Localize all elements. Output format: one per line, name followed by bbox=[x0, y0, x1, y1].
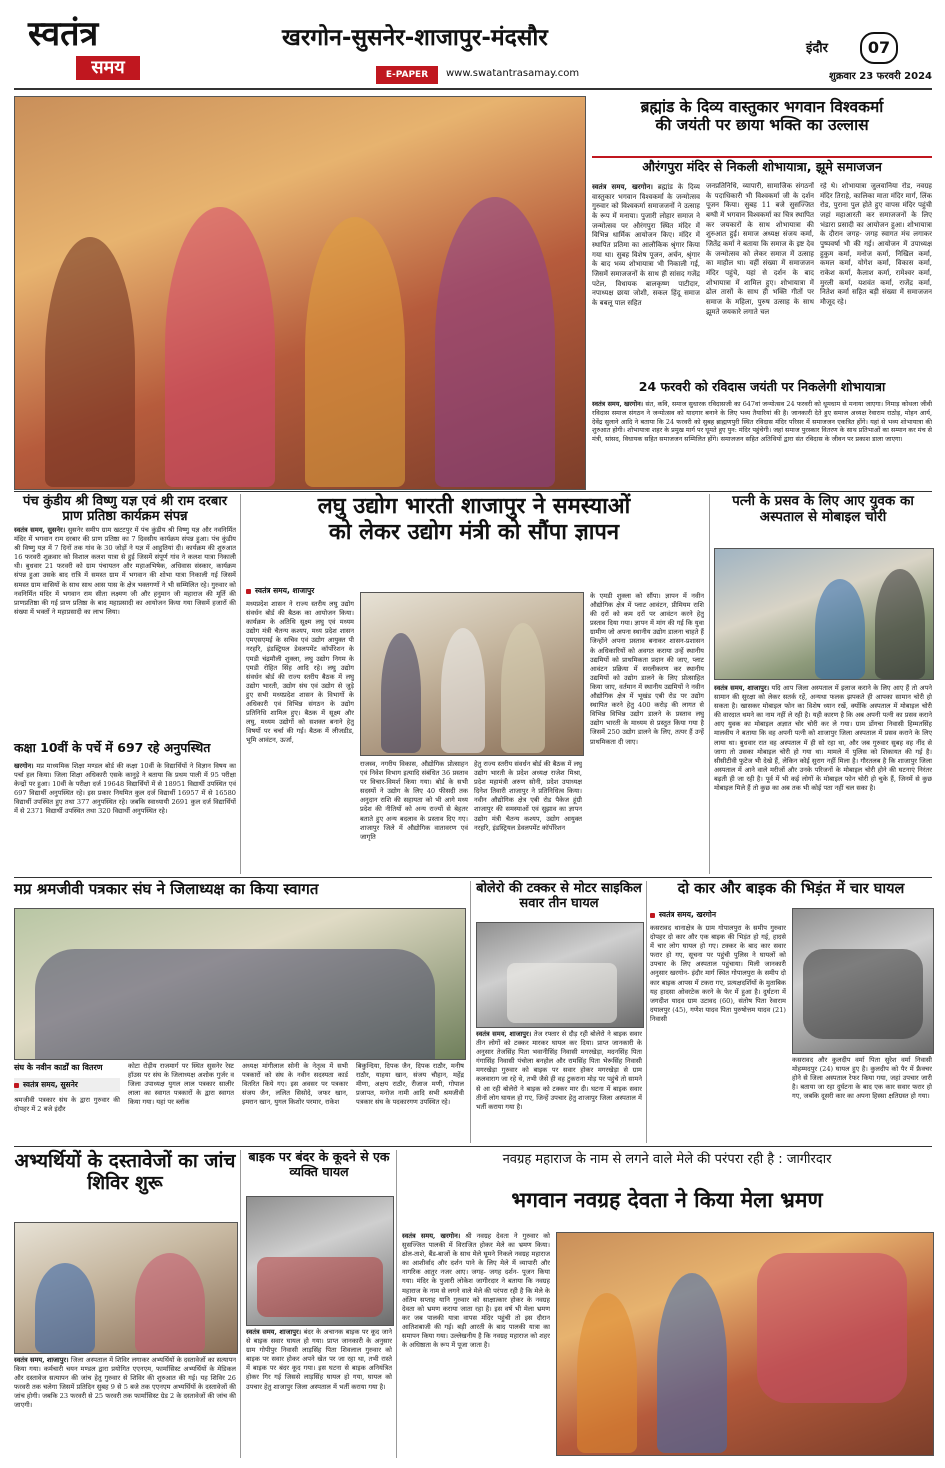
laghu-udyog-col3: हेतु राज्य स्तरीय संवर्धन बोर्ड की बैठक में लघु उद्योग भारती के प्रदेश अध्यक्ष राजेश मिश्रा, प्रदेश महामंत्री अरुण सोनी, प्रदेश उपाध्यक्ष दिनेश तिवारी शाजापुर ने प्रतिनिधित्व किया। नवीन औद्योगिक क्षेत्र एबी रोड पैकेज हूंग्री शाजापुर की समस्याओं एवं सुझाव का ज्ञापन उद्योग मंत्री चैतन्य कश्यप, उद्योग आयुक्त नरहरि, इंडस्ट्रियल डेवलपमेंट कॉर्पोरेशन bbox=[474, 760, 582, 832]
page-number: 07 bbox=[860, 32, 898, 64]
vishwakarma-col3: रहे थे। शोभायात्रा जुलवानिया रोड, नवग्रह मंदिर तिराहे, कालिका माता मंदिर मार्ग, लिंक रोड, पुराना पुल होते हुए वापस मंदिर पहुंची जहां महाआरती कर समाजजनों के लिए भंडारा प्रसादी का आयोजन हुआ। शोभायात्रा के दौरान जगह- जगह स्वागत मंच लगाकर पुष्पवर्षा भी की गई। आयोजन में उपाध्यक्ष हुकुम कर्मा, मनोज कर्मा, निखिल कर्मा, कमल कर्मा, योगेश कर्मा, विकास कर्मा, राकेश कर्मा, कैलाश कर्मा, रामेश्वर कर्मा, मुरली कर्मा, यशवंत कर्मा, राजेंद्र कर्मा, नितेश कर्मा सहित बड़ी संख्या में समाजजन मौजूद रहे। bbox=[820, 182, 932, 306]
patrakar-photo-caption: संघ के नवीन कार्डों का वितरण bbox=[14, 1063, 103, 1072]
people-figure bbox=[577, 1293, 637, 1453]
vishwakarma-headline-line2: की जयंती पर छाया भक्ति का उल्लास bbox=[655, 116, 869, 135]
jaanch-body: जिला अस्पताल में शिविर लगाकर अभ्यर्थियों के दस्तावेजों का सत्यापन किया गया। कर्मचारी चयन मण्डल द्वारा प्रयोगित एएनएम, फार्मासिस्ट अभ्यर्थियों के मेडिकल और दस्तावेज सत्यापन की जांच हेतु गुरुवार से शिविर की शुरुआत की गई। यह शिविर 26 फरवरी तक चलेगा जिसमें प्रतिदिन सुबह 9 से 5 बजे तक एएनएम अभ्यर्थियों के दस्तावेजों की जांच होगी। जबकि 23 फरवरी से 25 फरवरी तक फार्मासिस्ट ग्रेड 2 के दस्तावेजों की जांच की जाएगी। bbox=[14, 1356, 236, 1410]
people-figure bbox=[135, 1253, 205, 1353]
car-bike-col1: कसरावद थानाक्षेत्र के ग्राम गोपालपुरा के समीप गुरुवार दोपहर दो कार और एक बाइक की भिड़ंत हो गई, हादसे में चार लोग घायल हो गए। टक्कर के बाद कार सवार फरार हो गए, सूचना पर पहुंची पुलिस ने घायलों को उपचार के लिए अस्पताल पहुंचाया। मिली जानकारी अनुसार खरगोन- इंदौर मार्ग स्थित गोपालपुरा के समीप दो कार बाइक आपस में टकरा गए, प्रत्यक्षदर्शियों के मुताबिक यह हादसा ओवरटेक करने के फेर में हुआ है। दुर्घटना में जगदीश यादव ग्राम उटावद (60), संतोष पिता रेवाराम दयालपुर (45), गणेश यादव पिता पुरुषोत्तम यादव (21) निवासी bbox=[650, 924, 786, 1023]
patrakar-byline bbox=[14, 1078, 120, 1092]
laghu-udyog-byline bbox=[246, 586, 314, 596]
jaanch-byline: स्वतंत्र समय, शाजापुर। bbox=[14, 1356, 69, 1364]
people-figure bbox=[657, 1273, 727, 1453]
patient-figure bbox=[257, 1257, 383, 1317]
patrakar-byline-text: स्वतंत्र समय, सुसनेर bbox=[23, 1080, 78, 1089]
class10-headline: कक्षा 10वीं के पर्चे में 697 रहे अनुपस्थित bbox=[14, 740, 211, 755]
city-label: इंदौर bbox=[806, 41, 828, 56]
people-figure bbox=[35, 1263, 95, 1353]
bandar-injured-photo bbox=[246, 1196, 394, 1326]
vishwakarma-headline-line1: ब्रह्मांड के दिव्य वास्तुकार भगवान विश्वकर्मा bbox=[640, 98, 884, 116]
person-figure bbox=[875, 569, 925, 679]
column-divider bbox=[396, 1150, 397, 1458]
group-figure bbox=[35, 949, 435, 1059]
laghu-udyog-headline-line2: को लेकर उद्योग मंत्री को सौंपा ज्ञापन bbox=[328, 519, 620, 545]
bullet-icon bbox=[650, 913, 655, 918]
patient-figure bbox=[507, 963, 617, 1023]
bolero-headline: बोलेरो की टक्कर से मोटर साइकिल सवार तीन घायल bbox=[476, 881, 642, 912]
people-figure bbox=[381, 633, 421, 753]
navgrah-text bbox=[402, 1232, 550, 1458]
section-rule bbox=[14, 1146, 932, 1147]
patrakar-col3: अध्यक्ष मांगीलाल सोनी के नेतृत्व में सभी पत्रकारों को संघ के नवीन सदस्यता कार्ड वितरित किये गए। इस अवसर पर पत्रकार संजय जैन, ललित सिसोदे, जफर खान, इमरान खान, युगल किशोर परमार, राकेश bbox=[242, 1062, 348, 1107]
bullet-icon bbox=[14, 1083, 19, 1088]
person-figure bbox=[815, 579, 865, 679]
hospital-photo bbox=[714, 548, 934, 680]
website-link[interactable]: www.swatantrasamay.com bbox=[446, 68, 580, 79]
car-bike-headline: दो कार और बाइक की भिड़ंत में चार घायल bbox=[677, 881, 905, 897]
laghu-udyog-col2: राजस्व, नगरीय विकास, औद्योगिक प्रोत्साहन एवं निवेश विभाग इत्यादि संबंधित 36 प्रस्ताव पर विचार-विमर्श किया गया। बोर्ड के सभी सदस्यों ने उद्योग के लिए 40 फीसदी तक अनुदान राशि की सहायता को भी आगे मध्य प्रदेश की नीतियों को अन्य राज्यों से बेहतर बताते हुए अन्य बदलाव के प्रस्ताव दिए गए। शाजापुर जिले में औद्योगिक वातावरण एवं जागृति bbox=[360, 760, 468, 841]
ravidas-headline: 24 फरवरी को रविदास जयंती पर निकलेगी शोभायात्रा bbox=[638, 379, 886, 394]
car-wreck-figure bbox=[803, 949, 923, 1039]
vishwakarma-col1 bbox=[592, 182, 700, 376]
crowd-figure bbox=[165, 207, 275, 487]
class10-byline: खरगोन। bbox=[14, 762, 34, 770]
jaanch-text bbox=[14, 1356, 236, 1456]
procession-photo bbox=[14, 96, 586, 490]
vishwakarma-col2: जनप्रतिनिधि, व्यापारी, सामाजिक संगठनों के पदाधिकारी भी विश्वकर्मा जी के दर्शन पूजन किया। सुबह 11 बजे सुसज्जित बग्घी में भगवान विश्वकर्मा का चित्र स्थापित कर जयकारों के साथ शोभायात्रा की शुरुआत हुई। समाज अध्यक्ष संजय कर्मा, जितेंद्र कर्मा ने बताया कि समाज के इष्ट देव के जन्मोत्सव को लेकर समाज में उत्साह का माहौल था। वहीं संख्या में समाजजन मंदिर पहुंचे, यहां से दर्शन के बाद शोभायात्रा में शामिल हुए। शोभायात्रा में ढोल तासों के साथ ही भक्ति गीतों पर समाज के महिला, पुरुष उत्साह के साथ झूमते जयकारे लगाते चल bbox=[706, 182, 814, 316]
ravidas-byline: स्वतंत्र समय, खरगोन। bbox=[592, 400, 644, 408]
vishnu-yagya-byline: स्वतंत्र समय, सुसनेर। bbox=[14, 526, 66, 534]
jaanch-headline: अभ्यर्थियों के दस्तावेजों का जांच शिविर शुरू bbox=[14, 1150, 236, 1195]
laghu-udyog-col4: के एमडी शुक्ला को सौंपा। ज्ञापन में नवीन औद्योगिक क्षेत्र में प्लाट आवंटन, प्रीमियम राशि की दरों को कम दरों पर आवंटन करने हेतु प्रस्ताव दिया गया। ज्ञापन में मांग की गई कि युवा ग्रामीण जो अपना स्थानीय उद्योग डालना चाहते हैं जिन्होंने अपना प्रस्ताव बनाकर शासन-प्रशासन के अधिकारियों को अवगत कराया उन्हें स्थानीय उद्यमियों को प्राथमिकता प्रदान की जाए, प्लाट आवंटन प्रक्रिया में सरलीकरण कर स्थानीय उद्यमियों को उद्योग डालने के लिए प्रोत्साहित किया जाए, वर्तमान में स्थानीय उद्यमियों ने नवीन औद्योगिक क्षेत्र में भूखंड एबी रोड पर उद्योग स्थापित करने हेतु 400 करोड़ की लागत से विभिन्न विभिन्न उद्योग डालने के प्रस्ताव लघु उद्योग भारती के माध्यम से प्रस्तुत किया गया है जिसमें 250 उद्योग डालने के लिए, तत्पर हैं उन्हें प्राथमिकता दी जाए। bbox=[590, 592, 704, 746]
mobile-theft-body: यदि आप जिला अस्पताल में इलाज कराने के लिए आए हैं तो अपने सामान की सुरक्षा को लेकर सतर्क रहें, अन्यथा फलक झपकते ही आपका सामान चोरी हो सकता है। खासकर मोबाइल फोन का विशेष ध्यान रखें, क्योंकि अस्पताल में मोबाइल चोरी की वारदात थमने का नाम नहीं ले रही है। यही कारण है कि अब अपनी पत्नी का प्रसव कराने आए युवक का मोबाइल अज्ञात चोर चोरी कर ले गया। ग्राम डोंगचा निवासी हिम्मतसिंह मालवीय ने बताया कि वह अपनी पत्नी को शाजापुर जिला अस्पताल में प्रसव कराने के लिए लाया था। बुधवार रात वह अस्पताल में ही सो रहा था, और जब गुरुवार सुबह वह नींद से जागा तो उसका मोबाइल चोरी हो गया था। मामले में पुलिस को शिकायत की गई है। सीसीटीवी फुटेज भी देखे हैं, लेकिन कोई सुराग नहीं मिला है। गौरतलब है कि शाजापुर जिला अस्पताल में आने वाले मरीजों और उनके परिजनों के मोबाइल चोरी होने की घटनाएं निरंतर बढ़ती ही जा रही है। पूर्व में भी कई लोगों के मोबाइल फोन चोरी हो चुके हैं, जिनमें से कुछ मोबाइल मिले हैं तो कुछ का अब तक भी कोई पता नहीं चल सका है। bbox=[714, 684, 932, 793]
people-figure bbox=[441, 628, 485, 753]
vishwakarma-byline: स्वतंत्र समय, खरगोन। bbox=[592, 182, 653, 191]
crashed-car-photo bbox=[792, 908, 934, 1054]
epaper-label: E-PAPER bbox=[376, 66, 438, 84]
epaper-bar bbox=[376, 66, 932, 84]
navgrah-palki-photo bbox=[556, 1232, 934, 1456]
crowd-figure bbox=[305, 217, 405, 487]
crowd-figure bbox=[435, 197, 555, 487]
vishnu-yagya-text bbox=[14, 526, 236, 736]
navgrah-byline: स्वतंत्र समय, खरगोन। bbox=[402, 1232, 461, 1240]
vishnu-yagya-headline: पंच कुंडीय श्री विष्णु यज्ञ एवं श्री राम दरबार प्राण प्रतिष्ठा कार्यक्रम संपन्न bbox=[22, 494, 228, 525]
mobile-theft-text bbox=[714, 684, 932, 874]
navgrah-body: श्री नवग्रह देवता ने गुरुवार को सुसज्जित पालकी में विराजित होकर मेले का भ्रमण किया। ढोल-ताशे, बैंड-बाजों के साथ मेले घूमने निकले नवग्रह महाराज का आशीर्वाद और दर्शन पाने के लिए मेले में व्यापारी और नागरिक आतुर नजर आए। जगह- जगह दर्शन- पूजन किया गया। मंदिर के पुजारी लोकेश जागीरदार ने बताया कि नवग्रह महाराज के नाम से लगने वाले मेले की परंपरा रही है कि मेले के अंतिम सप्ताह यानि गुरुवार को साक्षात्कार होकर के नवग्रह देवता को भ्रमण कराया जाता रहा है। इस वर्ष भी मेला भ्रमण कर जब पालकी यात्रा वापस मंदिर पहुंची तो इस दौरान आतिशबाजी की गई। बड़ी आरती के बाद पालकी यात्रा का समापन किया गया। उल्लेखनीय है कि नवग्रह महाराज को शहर के अधिष्ठाता के रूप में पूजा जाता है। bbox=[402, 1232, 550, 1350]
memorandum-photo bbox=[360, 592, 584, 756]
edition-title: खरगोन-सुसनेर-शाजापुर-मंदसौर bbox=[282, 25, 548, 51]
bandar-text bbox=[246, 1328, 392, 1458]
column-divider bbox=[240, 1150, 241, 1458]
section-rule bbox=[14, 877, 932, 878]
vishwakarma-headline bbox=[592, 98, 932, 135]
laghu-udyog-headline-line1: लघु उद्योग भारती शाजापुर ने समस्याओं bbox=[317, 494, 631, 519]
patrakar-col4: बिकुन्दिया, दिपक जैन, दिपक राठौर, मनीष राठौर, याहया खान, संजय चौहान, महेंद्र मीणा, अक्षय राठौर, रीजाज मणी, गोपाल प्रजापत, मनोज नामी आदि सभी श्रमजीवी पत्रकार संघ के पदकारगण उपस्थित रहे। bbox=[356, 1062, 464, 1107]
laghu-udyog-byline-text: स्वतंत्र समय, शाजापुर bbox=[255, 586, 315, 595]
masthead-rule bbox=[14, 88, 932, 90]
logo-top: स्वतंत्र bbox=[28, 14, 99, 54]
jaanch-camp-photo bbox=[14, 1222, 238, 1354]
column-divider bbox=[470, 881, 471, 1143]
crowd-figure bbox=[45, 237, 135, 487]
patrakar-group-photo bbox=[14, 908, 466, 1060]
navgrah-kicker: नवग्रह महाराज के नाम से लगने वाले मेले की परंपरा रही है : जागीरदार bbox=[502, 1152, 832, 1167]
bolero-byline: स्वतंत्र समय, शाजापुर। bbox=[476, 1030, 532, 1038]
mobile-theft-byline: स्वतंत्र समय, शाजापुर। bbox=[714, 684, 770, 692]
patrakar-col1: श्रमजीवी पत्रकार संघ के द्वारा गुरुवार की दोपहर में 2 बजे इंदौर bbox=[14, 1096, 120, 1114]
bolero-injured-photo bbox=[476, 922, 644, 1028]
class10-text bbox=[14, 762, 236, 874]
logo-bottom: समय bbox=[76, 56, 140, 80]
bandar-body: बंदर के अचानक बाइक पर कूद जाने से बाइक सवार घायल हो गया। प्राप्त जानकारी के अनुसार ग्राम गोपीपुर निवासी लाड़सिंह पिता शिवलाल गुरुवार को बाइक पर सवार होकर अपने खेत पर जा रहा था, तभी रास्ते में बाइक पर बंदर कूद गया। इस घटना से बाइक अनियंत्रित होकर गिर गई जिससे लाड़सिंह घायल हो गया, घायल को उपचार हेतु शाजापुर जिला अस्पताल में भर्ती कराया गया है। bbox=[246, 1328, 392, 1391]
section-rule bbox=[14, 491, 932, 492]
class10-body: मप्र माध्यमिक शिक्षा मण्डल बोर्ड की कक्षा 10वीं के विद्यार्थियों ने विज्ञान विषय का पर्चा हल किया। जिला शिक्षा अधिकारी एसके कानुड़े ने बताया कि प्रथम पाली में 95 परीक्षा केन्द्रों पर हुआ। 10वीं के परीक्षा दर्ज 19648 विद्यार्थियों में से 18951 विद्यार्थी उपस्थित एवं 697 विद्यार्थी अनुपस्थित रहे। इस प्रकार नियमित कुल दर्ज विद्यार्थी 16957 में से 16580 विद्यार्थी उपस्थित हुए तथा 377 अनुपस्थित रहे। जबकि स्वाध्यायी 2691 कुल दर्ज विद्यार्थियों में से 2371 विद्यार्थी उपस्थित तथा 320 विद्यार्थी अनुपस्थित रहे। bbox=[14, 762, 236, 816]
column-divider bbox=[646, 881, 647, 1143]
vishwakarma-subhead: औरंगपुरा मंदिर से निकली शोभायात्रा, झूमे समाजजन bbox=[592, 156, 932, 175]
bullet-icon bbox=[246, 589, 251, 594]
issue-date: शुक्रवार 23 फरवरी 2024 bbox=[829, 71, 932, 82]
column-divider bbox=[240, 494, 241, 874]
bolero-body: तेज रफ्तार से दौड़ रही बोलेरो ने बाइक सवार तीन लोगों को टक्कर मारकर घायल कर दिया। प्राप्त जानकारी के अनुसार तेजसिंह पिता भवानीसिंह निवासी मगरखेड़ा, मदनसिंह पिता गंगासिंह निवासी पंचोला बनहोल और रामसिंह पिता भेरूसिंह निवासी मगरखेड़ा गुरुवार को बाइक पर सवार होकर मगरखेड़ा से ग्राम कलवाराग जा रहे थे, तभी जैसे ही वह टुकराना मोड़ पर पहुंचे तो सामने से आ रही बोलेरो ने बाइक को टक्कर मार दी। घटना में बाइक सवार तीनों लोग घायल हो गए, जिन्हें उपचार हेतु शाजापुर जिला अस्पताल में भर्ती कराया गया है। bbox=[476, 1030, 642, 1111]
bolero-text bbox=[476, 1030, 642, 1142]
navgrah-headline: भगवान नवग्रह देवता ने किया मेला भ्रमण bbox=[511, 1188, 823, 1212]
car-bike-byline bbox=[650, 910, 716, 920]
ravidas-body: संत, कवि, समाज सुधारक रविदासजी का 647वां जन्मोत्सव 24 फरवरी को धूमधाम से मनाया जाएगा। निमाड़ कोथला जीवी रविदास समाज संगठन ने जन्मोत्सव को यादगार बनाने के लिए भव्य तैयारियां की है। जानकारी देते हुए समाज अध्यक्ष रेवाराम राठोड़, मोहन आर्य, देवेंद्र सुलाने आदि ने बताया कि 24 फरवरी को सुबह ब्राह्मणपुरी स्थित रविदास मंदिर परिसर में समाजजन एकत्रित होंगे। यहां से भव्य शोभायात्रा की शुरुआत होगी। शोभायात्रा शहर के प्रमुख मार्ग पर घूमते हुए पुन: मंदिर पहुंचेगी। जहां समाज पुरस्कार वितरण के साथ प्रतिभाओं का सम्मान कर मंच से मंत्री, सांसद, विधायक सहित समाजजन सम्मिलित होंगे। समाजजन सहित अतिथियों द्वारा संत रविदास के जीवन पर प्रकाश डाला जाएगा। bbox=[592, 400, 932, 444]
patrakar-col2: कोटा रोड़ीय राजमार्ग पर स्थित सुसनेर रेस्ट हॉउस पर संघ के जिलाध्यक्ष अशोक गुर्जर व जिला उपाध्यक्ष युगल लाल पत्रकार सालीर लाला का स्वागत पत्रकारों के द्वारा स्वागत किया गया। यहां पर ब्लॉक bbox=[128, 1062, 234, 1107]
people-figure bbox=[501, 623, 545, 753]
car-bike-byline-text: स्वतंत्र समय, खरगोन bbox=[659, 910, 717, 919]
car-bike-col2: कसरावद और कुलदीप वर्मा पिता सुरेश वर्मा निवासी मोहम्मदपुर (24) घायल हुए है। कुलदीप को पैर में फ्रैक्चर होने से जिला अस्पताल रेफर किया गया, जहां उपचार जारी है। बताया जा रहा दुर्घटना के बाद एक कार सवार फरार हो गए, जबकि दूसरी कार का अपना हिस्सा क्षतिग्रस्त हो गया। bbox=[792, 1056, 932, 1101]
bandar-byline: स्वतंत्र समय, शाजापुर। bbox=[246, 1328, 302, 1336]
bandar-headline: बाइक पर बंदर के कूदने से एक व्यक्ति घायल bbox=[248, 1149, 390, 1179]
laghu-udyog-col1: मध्यप्रदेश शासन ने राज्य स्तरीय लघु उद्योग संवर्धन बोर्ड की बैठक का आयोजन किया। कार्यक्रम के अतिथि सूक्ष्म लघु एवं मध्यम उद्योग मंत्री चैतन्य कश्यप, मध्य प्रदेश शासन एमएसएमई के सचिव एवं उद्योग आयुक्त पी नरहरि, इंडस्ट्रियल डेवलपमेंट कॉर्पोरेशन के एमडी चंद्रमौली शुक्ला, लघु उद्योग निगम के एमडी रोहित सिंह आदि रहे। लघु उद्योग संवर्धन बोर्ड की राज्य स्तरीय बैठक में लघु उद्योग भारती, उद्योग संघ एवं उद्योग से जुड़े हुए सभी मध्यप्रदेश शासन के विभागों के अधिकारी एवं विभिन्न संगठन के उद्योग प्रतिनिधि शामिल हुए। बैठक में सूक्ष्म और लघु, मध्यम उद्योगों को सशक्त बनाने हेतु विषयों पर चर्चा की गई। बैठक में लीजडीड, भूमि आवंटन, ऊर्जा, bbox=[246, 600, 354, 745]
masthead bbox=[0, 0, 945, 90]
laghu-udyog-headline bbox=[246, 494, 702, 546]
vishwakarma-col1-text: ब्रह्मांड के दिव्य वास्तुकार भगवान विश्वकर्मा के जन्मोत्सव गुरुवार को विश्वकर्मा समाजजनों ने उत्साह के रूप में मनाया। पुजारी लोहार समाज ने जन्मोत्सव पर औरंगपुरा स्थित मंदिर में विभिन्न धार्मिक आयोजन किए। मंदिर में स्थापित प्रतिमा का आलौकिक श्रृंगार किया गया था। सुबह विशेष पूजन, अर्चन, श्रृंगार के बाद भव्य शोभायात्रा भी निकाली गई, जिसमें समाजजनों के साथ ही सांसद गजेंद्र पटेल, विधायक बालकृष्ण पाटीदार, नपाध्यक्ष छाया जोशी, सकल हिंदू समाज के बबलू पाल सहित bbox=[592, 183, 700, 307]
column-divider bbox=[709, 494, 710, 874]
ravidas-text bbox=[592, 400, 932, 486]
mobile-theft-headline: पत्नी के प्रसव के लिए आए युवक का अस्पताल से मोबाइल चोरी bbox=[732, 493, 914, 525]
logo bbox=[28, 14, 140, 84]
patrakar-headline: मप्र श्रमजीवी पत्रकार संघ ने जिलाध्यक्ष का किया स्वागत bbox=[14, 880, 319, 898]
vishnu-yagya-body: सुसनेर समीप ग्राम खटटपुर में पंच कुंडीय श्री विष्णु यज्ञ और नवनिर्मित मंदिर में भगवान राम दरबार की प्राण प्रतिष्ठा का 7 दिवसीय कार्यक्रम संपन्न हुआ। पंच कुंडीय श्री विष्णु यज्ञ में 7 दिनों तक गांव के 30 जोड़ों ने यज्ञ में आहुतियां दी। कार्यक्रम की शुरुआत 16 फरवरी शुक्रवार को विशाल कलश यात्रा से हुई जिसमें संपूर्ण गांव ने कलश यात्रा निकाली थी। बुधवार 21 फरवरी को ग्राम पंचायतन और महाअभिषेक, अधिवास संस्कार, कार्यक्रम संपन्न हुआ उसके बाद रात्रि में समस्त ग्राम में भगवान की शोभा यात्रा निकाली गई जिसमें समस्त ग्राम वासियों के साथ साथ आस पास के क्षेत्र भक्तगणों ने भी सम्मिलित रहे। गुरुवार को नवनिर्मित मंदिर में भगवान राम सीता लक्ष्मण जी और हनुमान जी महाराज की मूर्ति की प्राणप्रतिष्ठा की गई प्राण प्रतिष्ठा के बाद महाप्रसादी का आयोजन किया गया जिसमें हजारों की संख्या में भक्तों ने महाप्रसादी का लाभ लिया। bbox=[14, 526, 236, 616]
palki-figure bbox=[757, 1253, 907, 1403]
